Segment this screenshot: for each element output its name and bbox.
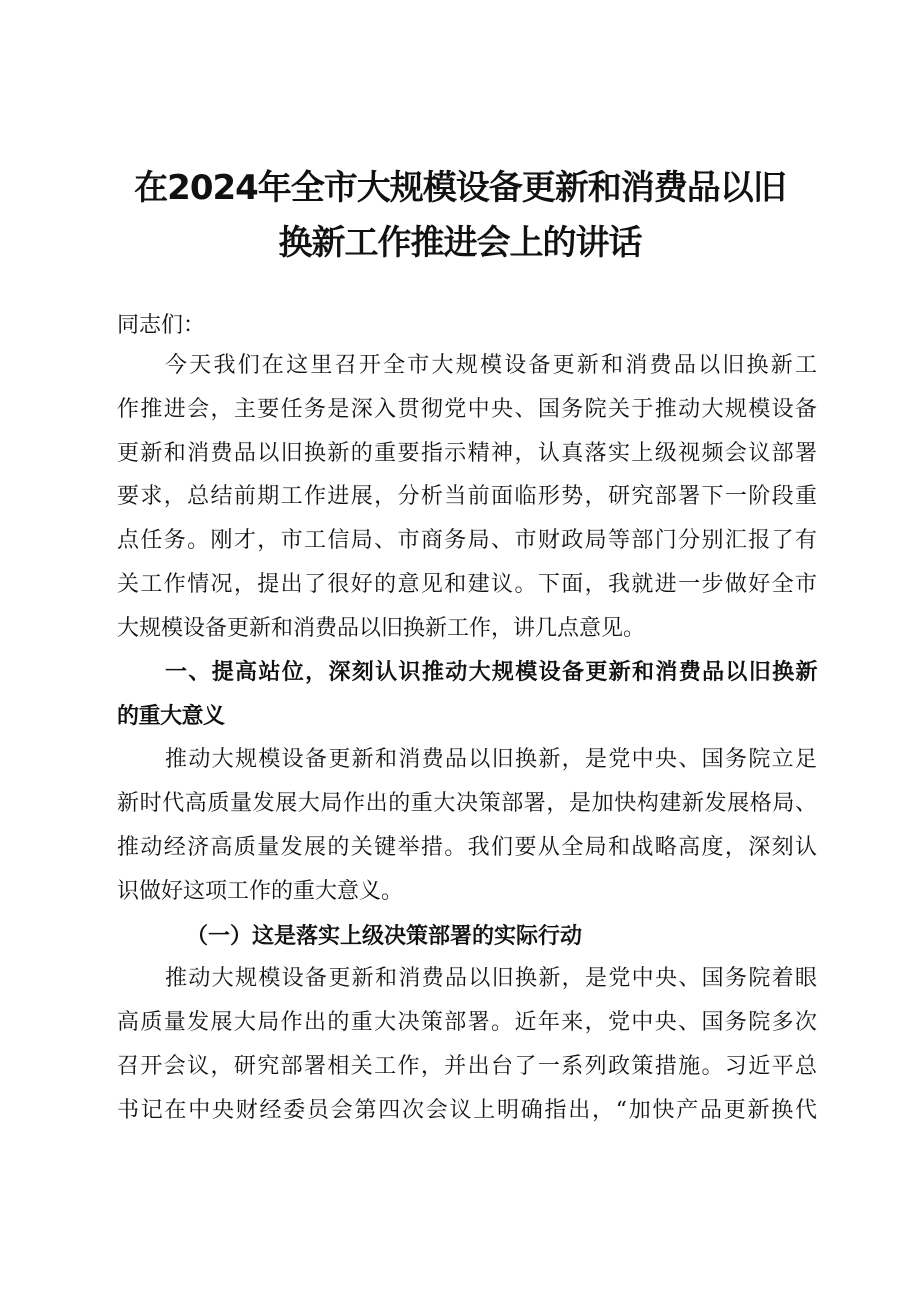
intro-line: 作推进会，主要任务是深入贯彻党中央、国务院关于推动大规模设备 <box>117 397 817 422</box>
section-1-body-line: 新时代高质量发展大局作出的重大决策部署，是加快构建新发展格局、 <box>117 791 817 816</box>
subsection-1-body-line: 高质量发展大局作出的重大决策部署。近年来，党中央、国务院多次 <box>117 1010 817 1035</box>
document-title-line-2: 换新工作推进会上的讲话 <box>278 223 642 263</box>
section-1-body-line: 推动经济高质量发展的关键举措。我们要从全局和战略高度，深刻认 <box>117 835 817 860</box>
section-1-body-line: 识做好这项工作的重大意义。 <box>117 879 404 904</box>
intro-line: 更新和消费品以旧换新的重要指示精神，认真落实上级视频会议部署 <box>117 441 817 466</box>
intro-line: 今天我们在这里召开全市大规模设备更新和消费品以旧换新工 <box>165 353 817 378</box>
subsection-1-heading: （一）这是落实上级决策部署的实际行动 <box>186 923 583 949</box>
subsection-1-body-line: 召开会议，研究部署相关工作，并出台了一系列政策措施。习近平总 <box>117 1054 817 1079</box>
section-1-body-line: 推动大规模设备更新和消费品以旧换新，是党中央、国务院立足 <box>165 747 817 772</box>
section-1-heading: 的重大意义 <box>117 704 225 729</box>
intro-line: 关工作情况，提出了很好的意见和建议。下面，我就进一步做好全市 <box>117 572 817 597</box>
intro-line: 要求，总结前期工作进展，分析当前面临形势，研究部署下一阶段重 <box>117 484 817 509</box>
subsection-1-body-line: 推动大规模设备更新和消费品以旧换新，是党中央、国务院着眼 <box>165 966 817 991</box>
intro-line: 点任务。刚才，市工信局、市商务局、市财政局等部门分别汇报了有 <box>117 528 817 553</box>
intro-line: 大规模设备更新和消费品以旧换新工作，讲几点意见。 <box>117 616 646 641</box>
salutation: 同志们： <box>117 313 206 338</box>
section-1-heading: 一、提高站位，深刻认识推动大规模设备更新和消费品以旧换新 <box>165 660 817 685</box>
subsection-1-body-line: 书记在中央财经委员会第四次会议上明确指出，“加快产品更新换代 <box>117 1098 817 1123</box>
document-title-line-1: 在2024年全市大规模设备更新和消费品以旧 <box>134 168 786 208</box>
